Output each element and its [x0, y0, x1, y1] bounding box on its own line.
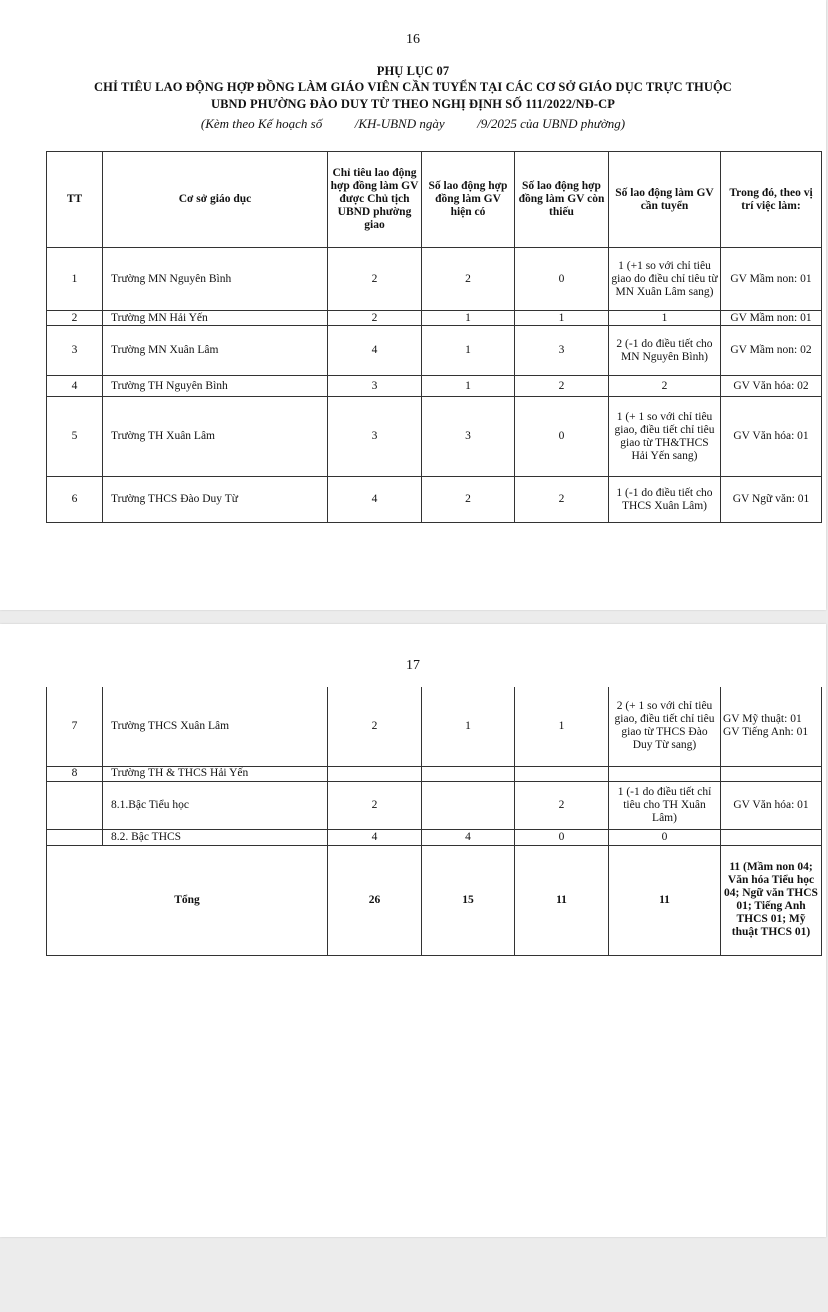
cell-tt [47, 781, 103, 829]
cell-position: GV Ngữ văn: 01 [721, 477, 822, 523]
cell-position: GV Mầm non: 02 [721, 326, 822, 376]
cell-recruit: 1 (-1 do điều tiết chỉ tiêu cho TH Xuân Lâm) [609, 781, 721, 829]
cell-tt: 2 [47, 311, 103, 326]
cell-recruit: 1 [609, 311, 721, 326]
total-current: 15 [422, 845, 515, 955]
cell-recruit: 2 [609, 376, 721, 397]
cell-position: GV Mầm non: 01 [721, 248, 822, 311]
cell-school: Trường MN Nguyên Bình [103, 248, 328, 311]
cell-quota: 4 [328, 326, 422, 376]
cell-quota: 3 [328, 397, 422, 477]
cell-quota: 2 [328, 248, 422, 311]
cell-tt: 4 [47, 376, 103, 397]
cell-school: Trường TH Xuân Lâm [103, 397, 328, 477]
header-quota: Chỉ tiêu lao động hợp đồng làm GV được Chủ tịch UBND phường giao [328, 152, 422, 248]
cell-school: Trường TH Nguyên Bình [103, 376, 328, 397]
cell-missing: 0 [515, 397, 609, 477]
cell-position [721, 766, 822, 781]
table-row [47, 311, 822, 326]
cell-current: 1 [422, 326, 515, 376]
cell-current [422, 766, 515, 781]
cell-missing: 2 [515, 781, 609, 829]
document-page-16 [0, 0, 826, 610]
quota-table-part1 [46, 151, 822, 523]
cell-school: Trường THCS Xuân Lâm [103, 687, 328, 766]
cell-recruit: 2 (-1 do điều tiết cho MN Nguyên Bình) [609, 326, 721, 376]
cell-missing: 1 [515, 687, 609, 766]
cell-quota: 4 [328, 477, 422, 523]
subtitle: (Kèm theo Kế hoạch số /KH-UBND ngày /9/2025 của UBND phường) [200, 116, 626, 131]
cell-tt: 5 [47, 397, 103, 477]
cell-quota: 2 [328, 781, 422, 829]
cell-missing: 0 [515, 248, 609, 311]
table-row [47, 397, 822, 477]
cell-school: 8.2. Bậc THCS [103, 829, 328, 845]
cell-school: Trường MN Xuân Lâm [103, 326, 328, 376]
table-row [47, 829, 822, 845]
table-row [47, 781, 822, 829]
cell-tt: 7 [47, 687, 103, 766]
cell-quota: 2 [328, 311, 422, 326]
cell-current: 4 [422, 829, 515, 845]
header-tt: TT [47, 152, 103, 248]
cell-missing: 2 [515, 477, 609, 523]
cell-tt: 8 [47, 766, 103, 781]
cell-position [721, 829, 822, 845]
cell-recruit: 2 (+ 1 so với chỉ tiêu giao, điều tiết chỉ tiêu giao từ THCS Đào Duy Từ sang) [609, 687, 721, 766]
total-recruit: 11 [609, 845, 721, 955]
cell-recruit: 1 (+1 so với chỉ tiêu giao do điều chỉ tiêu từ MN Xuân Lâm sang) [609, 248, 721, 311]
cell-school: Trường MN Hải Yến [103, 311, 328, 326]
cell-current: 1 [422, 687, 515, 766]
cell-recruit: 0 [609, 829, 721, 845]
cell-missing: 2 [515, 376, 609, 397]
cell-quota: 2 [328, 687, 422, 766]
header-row [47, 152, 822, 248]
cell-current: 1 [422, 311, 515, 326]
table-row [47, 766, 822, 781]
cell-school: Trường TH & THCS Hải Yến [103, 766, 328, 781]
cell-current: 3 [422, 397, 515, 477]
table-row [47, 687, 822, 766]
title-line-2: UBND PHƯỜNG ĐÀO DUY TỪ THEO NGHỊ ĐỊNH SỐ 111/2022/NĐ-CP [210, 97, 616, 111]
title-line-1: CHỈ TIÊU LAO ĐỘNG HỢP ĐỒNG LÀM GIÁO VIÊN CẦN TUYỂN TẠI CÁC CƠ SỞ GIÁO DỤC TRỰC THUỘC [94, 80, 732, 94]
cell-quota: 4 [328, 829, 422, 845]
table-row [47, 477, 822, 523]
cell-missing: 0 [515, 829, 609, 845]
header-current: Số lao động hợp đồng làm GV hiện có [422, 152, 515, 248]
appendix-label: PHỤ LỤC 07 [376, 64, 450, 78]
cell-missing: 1 [515, 311, 609, 326]
cell-tt: 3 [47, 326, 103, 376]
cell-tt [47, 829, 103, 845]
header-school: Cơ sở giáo dục [103, 152, 328, 248]
cell-school: Trường THCS Đào Duy Từ [103, 477, 328, 523]
cell-current: 1 [422, 376, 515, 397]
table-row [47, 376, 822, 397]
cell-position: GV Mỹ thuật: 01 GV Tiếng Anh: 01 [721, 687, 822, 766]
page-number: 16 [406, 32, 420, 47]
page-number: 17 [406, 658, 420, 673]
cell-position: GV Văn hóa: 01 [721, 781, 822, 829]
table-row [47, 326, 822, 376]
cell-missing: 3 [515, 326, 609, 376]
document-page-17 [0, 624, 826, 1237]
total-position: 11 (Mầm non 04; Văn hóa Tiểu học 04; Ngữ văn THCS 01; Tiếng Anh THCS 01; Mỹ thuật THCS 01) [721, 845, 822, 955]
header-recruit: Số lao động làm GV cần tuyển [609, 152, 721, 248]
table-row [47, 248, 822, 311]
cell-recruit [609, 766, 721, 781]
cell-recruit: 1 (+ 1 so với chỉ tiêu giao, điều tiết chỉ tiêu giao từ TH&THCS Hải Yến sang) [609, 397, 721, 477]
cell-school: 8.1.Bậc Tiểu học [103, 781, 328, 829]
cell-tt: 6 [47, 477, 103, 523]
total-missing: 11 [515, 845, 609, 955]
total-row [47, 845, 822, 955]
cell-tt: 1 [47, 248, 103, 311]
cell-current: 2 [422, 477, 515, 523]
cell-quota [328, 766, 422, 781]
cell-current [422, 781, 515, 829]
cell-position: GV Văn hóa: 02 [721, 376, 822, 397]
cell-position: GV Mầm non: 01 [721, 311, 822, 326]
cell-missing [515, 766, 609, 781]
cell-current: 2 [422, 248, 515, 311]
header-position: Trong đó, theo vị trí việc làm: [721, 152, 822, 248]
quota-table-part2 [46, 687, 822, 956]
cell-recruit: 1 (-1 do điều tiết cho THCS Xuân Lâm) [609, 477, 721, 523]
total-label: Tổng [47, 845, 328, 955]
cell-position: GV Văn hóa: 01 [721, 397, 822, 477]
cell-quota: 3 [328, 376, 422, 397]
total-quota: 26 [328, 845, 422, 955]
header-missing: Số lao động hợp đồng làm GV còn thiếu [515, 152, 609, 248]
